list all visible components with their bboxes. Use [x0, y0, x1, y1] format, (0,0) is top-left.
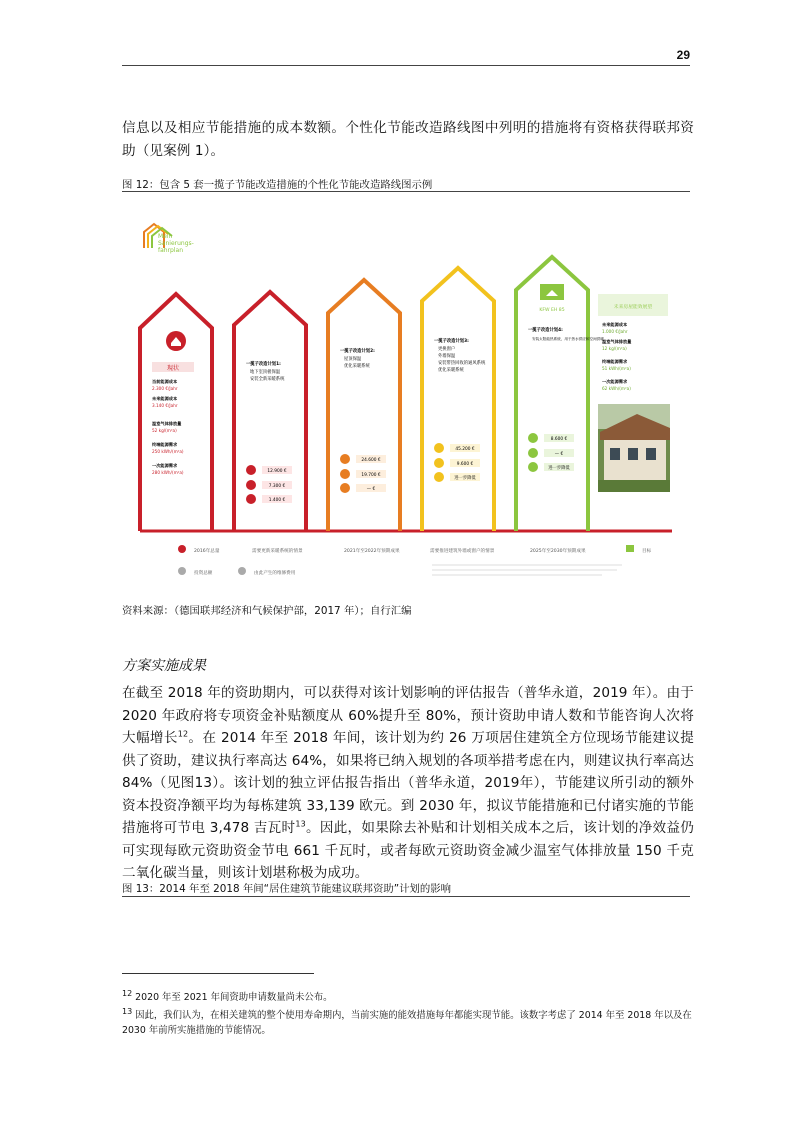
svg-text:未来能源成本: 未来能源成本: [602, 322, 628, 327]
svg-text:8.600 €: 8.600 €: [550, 437, 568, 442]
svg-text:需要更新采暖系统的情景: 需要更新采暖系统的情景: [252, 549, 303, 554]
target-label: 未来房屋能效展望: [613, 305, 653, 310]
svg-text:45.200 €: 45.200 €: [455, 447, 475, 452]
svg-text:一揽子改造计划3:: 一揽子改造计划3:: [434, 339, 469, 344]
svg-text:1.000 €/Jahr: 1.000 €/Jahr: [602, 329, 628, 334]
logo-text-3: fahrplan: [158, 247, 184, 254]
renovated-house-photo: [598, 404, 670, 492]
logo-text-1: Mein: [158, 233, 173, 240]
svg-text:51 kWh/(m²a): 51 kWh/(m²a): [602, 366, 631, 371]
svg-text:2016年总量: 2016年总量: [194, 549, 220, 554]
package-4-costs: [528, 433, 574, 472]
svg-text:地下室顶板保温: 地下室顶板保温: [250, 370, 281, 375]
current-label: 現状: [166, 365, 180, 372]
svg-text:一次能源需求: 一次能源需求: [152, 463, 178, 468]
footnote-ref-13[interactable]: 13: [295, 819, 306, 829]
package-2-costs: [340, 454, 386, 493]
page-number: 29: [676, 48, 690, 62]
svg-text:一次能源需求: 一次能源需求: [602, 379, 628, 384]
svg-text:未来能源成本: 未来能源成本: [152, 396, 178, 401]
svg-text:终端能源需求: 终端能源需求: [152, 442, 178, 447]
svg-text:24.600 €: 24.600 €: [361, 458, 381, 463]
logo-text-2: Sanierungs-: [158, 240, 194, 247]
figure-12-rule: [122, 191, 690, 192]
svg-text:由此产生的维修费用: 由此产生的维修费用: [254, 571, 296, 576]
svg-text:一揽子改造计划1:: 一揽子改造计划1:: [246, 362, 281, 367]
svg-text:目标: 目标: [642, 549, 652, 554]
svg-text:安装全新采暖系统: 安装全新采暖系统: [250, 377, 285, 382]
svg-text:— €: — €: [366, 487, 376, 492]
figure-12-source: 资料来源：（德国联邦经济和气候保护部，2017 年）；自行汇编: [122, 605, 412, 617]
svg-text:当前能源成本: 当前能源成本: [152, 379, 178, 384]
svg-text:一揽子改造计划4:: 一揽子改造计划4:: [528, 328, 563, 333]
svg-text:2025年至2030年预期成果: 2025年至2030年预期成果: [530, 549, 586, 554]
svg-text:安装带热回收的通风系统: 安装带热回收的通风系统: [438, 361, 486, 366]
svg-text:9.600 €: 9.600 €: [456, 462, 474, 467]
package-1-costs: [246, 465, 292, 504]
svg-text:优化采暖系统: 优化采暖系统: [438, 368, 464, 373]
svg-text:一揽子改造计划2:: 一揽子改造计划2:: [340, 349, 375, 354]
svg-text:外墙保温: 外墙保温: [438, 354, 456, 359]
svg-text:— €: — €: [554, 452, 564, 457]
section-heading: 方案实施成果: [122, 658, 206, 674]
svg-text:更换窗户: 更换窗户: [438, 347, 456, 352]
svg-text:280 kWh/(m²a): 280 kWh/(m²a): [152, 470, 184, 475]
footnote-12: $^{12}$ 2020 年至 2021 年间资助申请数量尚未公布。: [122, 988, 333, 1003]
svg-text:52 kg/(m²a): 52 kg/(m²a): [152, 428, 177, 433]
footnote-separator: [122, 973, 314, 974]
svg-text:19.700 €: 19.700 €: [361, 473, 381, 478]
svg-text:温室气体排放量: 温室气体排放量: [602, 339, 632, 344]
svg-text:投资总额: 投资总额: [194, 571, 213, 576]
svg-text:12.900 €: 12.900 €: [267, 469, 287, 474]
package-3-costs: [434, 443, 480, 482]
svg-text:250 kWh/(m²a): 250 kWh/(m²a): [152, 449, 184, 454]
svg-text:2021年至2022年预期成果: 2021年至2022年预期成果: [344, 549, 400, 554]
svg-text:温室气体排放量: 温室气体排放量: [152, 421, 182, 426]
kfw-badge: KFW EH 85: [539, 308, 565, 313]
svg-text:12 kg/(m²a): 12 kg/(m²a): [602, 346, 627, 351]
svg-text:安装太阳能热系统，用于热水供应和空间供暖: 安装太阳能热系统，用于热水供应和空间供暖: [532, 337, 604, 341]
svg-text:3.140 €/Jahr: 3.140 €/Jahr: [152, 403, 178, 408]
svg-text:进一步降低: 进一步降低: [548, 466, 570, 471]
svg-text:需要推进建筑外墙或窗户的情景: 需要推进建筑外墙或窗户的情景: [430, 549, 495, 554]
svg-text:进一步降低: 进一步降低: [454, 476, 476, 481]
figure-13-caption: 图 13：2014 年至 2018 年间“居住建筑节能建议联邦资助”计划的影响: [122, 883, 452, 895]
svg-text:1.400 €: 1.400 €: [268, 498, 286, 503]
figure-12-roadmap: [122, 200, 687, 588]
footnote-13: $^{13}$ 因此，我们认为，在相关建筑的整个使用寿命期内，当前实施的能效措施每年都能实现节能。该数字考虑了 2014 年至 2018 年以及在 2030 年前所实施措施的节能情况。: [122, 1006, 692, 1036]
svg-text:7.300 €: 7.300 €: [268, 484, 286, 489]
svg-text:优化采暖系统: 优化采暖系统: [344, 364, 370, 369]
figure-13-rule: [122, 896, 690, 897]
svg-text:终端能源需求: 终端能源需求: [602, 359, 628, 364]
main-paragraph: 在截至 2018 年的资助期内，可以获得对该计划影响的评估报告（普华永道，2019 年）。由于 2020 年政府将专项资金补贴额度从 60%提升至 80%，预计资助申请人数和节能咨询人次将大幅增长$^{12}$。在 2014 年至 2018 年间，该计划为约 26 万项居住建筑全方位现场节能建议提供了资助，建议执行率高达 64%，如果将已纳入规划的各项举措考虑在内，则建议执行率高达 84%（见图13）。该计划的独立评估报告指出（普华永道，2019年），节能建议所引动的额外资本投资净额平均为每栋建筑 33,139 欧元。到 2030 年，拟议节能措施和已付诸实施的节能措施将可节电 3,478 吉瓦时$^{13}$。因此，如果除去补贴和计划相关成本之后，该计划的净效益仍可实现每欧元资助资金节电 661 千瓦时，或者每欧元资助资金减少温室气体排放量 150 千克二氧化碳当量，则该计划堪称极为成功。: [122, 685, 694, 881]
figure-12-caption: 图 12：包含 5 套一揽子节能改造措施的个性化节能改造路线图示例: [122, 179, 433, 191]
intro-paragraph: 信息以及相应节能措施的成本数额。个性化节能改造路线图中列明的措施将有资格获得联邦资助（见案例 1）。: [122, 120, 694, 159]
svg-text:屋顶保温: 屋顶保温: [344, 357, 362, 362]
footnote-ref-12[interactable]: 12: [177, 729, 189, 739]
svg-text:62 kWh/(m²a): 62 kWh/(m²a): [602, 386, 631, 391]
header-rule: [122, 65, 690, 66]
svg-text:2.300 €/Jahr: 2.300 €/Jahr: [152, 386, 178, 391]
